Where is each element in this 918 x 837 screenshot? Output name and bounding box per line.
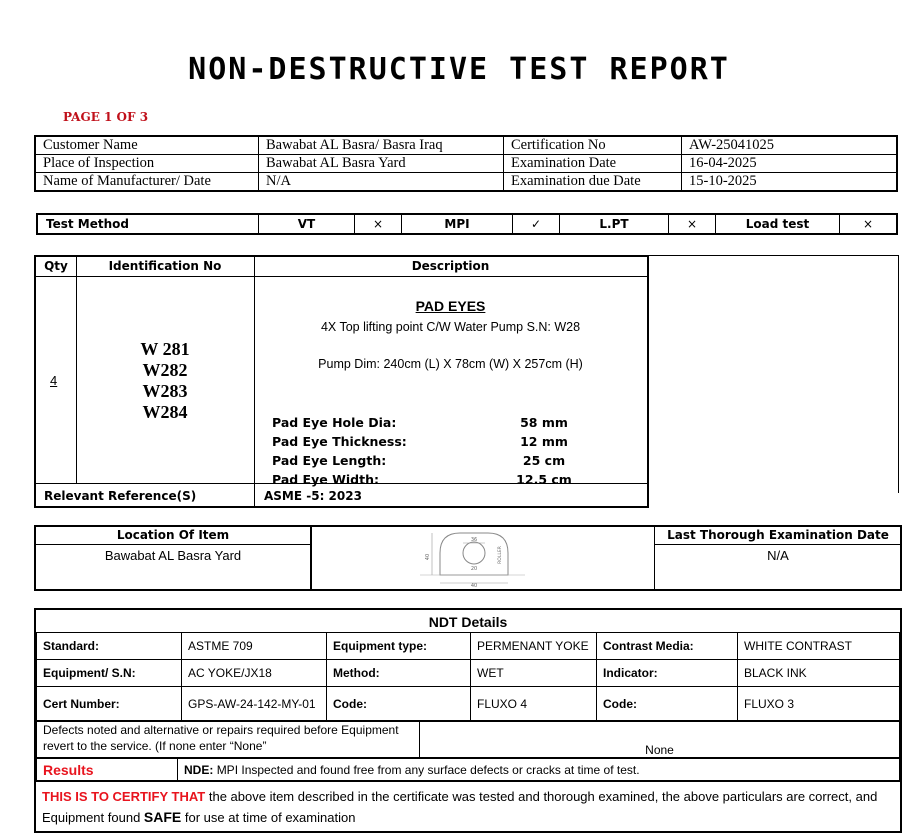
code-label-2: Code: xyxy=(597,687,738,721)
spec-value: 12 mm xyxy=(520,434,568,449)
nde-text: MPI Inspected and found free from any surface defects or cracks at time of test. xyxy=(216,762,640,777)
item-description-box xyxy=(34,255,649,508)
dim-label: 36 xyxy=(470,537,478,543)
blank-panel xyxy=(645,255,899,493)
defects-value: None xyxy=(420,722,900,758)
spec-label: Pad Eye Hole Dia: xyxy=(272,415,397,430)
code-value-2: FLUXO 3 xyxy=(738,687,900,721)
item-line-2: Pump Dim: 240cm (L) X 78cm (W) X 257cm (H) xyxy=(318,357,583,371)
ndt-table xyxy=(36,632,900,721)
last-exam-value: N/A xyxy=(767,548,789,563)
equipment-sn-label: Equipment/ S.N: xyxy=(37,660,182,687)
code-value: FLUXO 4 xyxy=(471,687,597,721)
reference-value: ASME -5: 2023 xyxy=(264,489,362,503)
spec-label: Pad Eye Width: xyxy=(272,472,379,487)
exam-date-label: Examination Date xyxy=(504,155,682,173)
cert-label: Certification No xyxy=(504,136,682,155)
spec-value: 58 mm xyxy=(520,415,568,430)
id-header: Identification No xyxy=(108,259,222,273)
method-vt: VT xyxy=(259,214,355,234)
nde-cell xyxy=(178,759,900,781)
dim-label: 40 xyxy=(470,583,478,587)
method-label: Method: xyxy=(327,660,471,687)
equipment-type-label: Equipment type: xyxy=(327,633,471,660)
location-box xyxy=(34,525,902,591)
nde-label: NDE: xyxy=(184,762,214,777)
defects-label: Defects noted and alternative or repairs required before Equipment revert to the service. (If none enter “None” xyxy=(37,722,420,758)
place-value: Bawabat AL Basra Yard xyxy=(259,155,504,173)
indicator-label: Indicator: xyxy=(597,660,738,687)
reference-label: Relevant Reference(S) xyxy=(44,489,197,503)
last-exam-label: Last Thorough Examination Date xyxy=(655,527,901,545)
dim-label: 40 xyxy=(425,553,431,561)
spec-values xyxy=(494,413,594,489)
location-label: Location Of Item xyxy=(36,527,310,545)
code-label: Code: xyxy=(327,687,471,721)
id-item: W284 xyxy=(142,402,188,422)
ndt-details-box xyxy=(34,608,902,833)
spec-labels xyxy=(272,413,407,489)
contrast-media-label: Contrast Media: xyxy=(597,633,738,660)
certify-statement xyxy=(36,781,900,828)
customer-label: Customer Name xyxy=(35,136,259,155)
pad-eye-drawing xyxy=(410,529,535,587)
location-cell xyxy=(36,527,312,589)
method-lpt: L.PT xyxy=(560,214,669,234)
spec-value: 25 cm xyxy=(522,453,566,468)
results-table xyxy=(36,758,900,781)
contrast-media-value: WHITE CONTRAST xyxy=(738,633,900,660)
page-indicator: PAGE 1 OF 3 xyxy=(63,110,149,124)
method-lpt-mark: × xyxy=(669,214,716,234)
customer-value: Bawabat AL Basra/ Basra Iraq xyxy=(259,136,504,155)
spec-label: Pad Eye Length: xyxy=(272,453,387,468)
exam-date-value: 16-04-2025 xyxy=(682,155,898,173)
id-item: W283 xyxy=(142,381,188,401)
item-heading: PAD EYES xyxy=(415,298,486,314)
cert-number-value: GPS-AW-24-142-MY-01 xyxy=(182,687,327,721)
id-list xyxy=(76,339,254,423)
standard-value: ASTME 709 xyxy=(182,633,327,660)
indicator-value: BLACK INK xyxy=(738,660,900,687)
defects-table xyxy=(36,721,900,758)
qty-header: Qty xyxy=(44,259,68,273)
due-date-label: Examination due Date xyxy=(504,173,682,192)
test-method-label: Test Method xyxy=(37,214,259,234)
method-load-test: Load test xyxy=(716,214,840,234)
cert-value: AW-25041025 xyxy=(682,136,898,155)
cert-number-label: Cert Number: xyxy=(37,687,182,721)
method-mpi: MPI xyxy=(402,214,513,234)
certify-safe: SAFE xyxy=(143,809,182,825)
standard-label: Standard: xyxy=(37,633,182,660)
dim-label: 20 xyxy=(470,566,478,572)
manufacturer-value: N/A xyxy=(259,173,504,192)
id-item: W 281 xyxy=(140,339,190,359)
certify-text-1: the above item described in the certificate was tested and thorough examined, the above particulars are correct, and Equipment found xyxy=(42,789,878,825)
report-title: NON-DESTRUCTIVE TEST REPORT xyxy=(188,52,730,87)
manufacturer-label: Name of Manufacturer/ Date xyxy=(35,173,259,192)
equipment-type-value: PERMENANT YOKE xyxy=(471,633,597,660)
info-table xyxy=(34,135,898,192)
roller-label: ROLLER xyxy=(498,546,503,564)
ndt-title: NDT Details xyxy=(428,614,508,630)
place-label: Place of Inspection xyxy=(35,155,259,173)
method-mpi-mark: ✓ xyxy=(513,214,560,234)
location-value: Bawabat AL Basra Yard xyxy=(104,548,242,563)
method-vt-mark: × xyxy=(355,214,402,234)
spec-label: Pad Eye Thickness: xyxy=(272,434,407,449)
equipment-sn-value: AC YOKE/JX18 xyxy=(182,660,327,687)
certify-red: THIS IS TO CERTIFY THAT xyxy=(42,789,206,804)
spec-value: 12.5 cm xyxy=(516,472,572,487)
method-value: WET xyxy=(471,660,597,687)
due-date-value: 15-10-2025 xyxy=(682,173,898,192)
last-exam-cell xyxy=(654,527,901,589)
results-label: Results xyxy=(37,759,178,781)
test-method-table xyxy=(36,213,898,235)
divider xyxy=(254,257,255,506)
description-header: Description xyxy=(411,259,490,273)
item-line-1: 4X Top lifting point C/W Water Pump S.N: W28 xyxy=(320,320,581,334)
id-item: W282 xyxy=(142,360,188,380)
method-load-test-mark: × xyxy=(840,214,898,234)
certify-text-2: for use at time of examination xyxy=(184,810,356,825)
divider xyxy=(36,276,647,277)
qty-value: 4 xyxy=(50,373,58,388)
